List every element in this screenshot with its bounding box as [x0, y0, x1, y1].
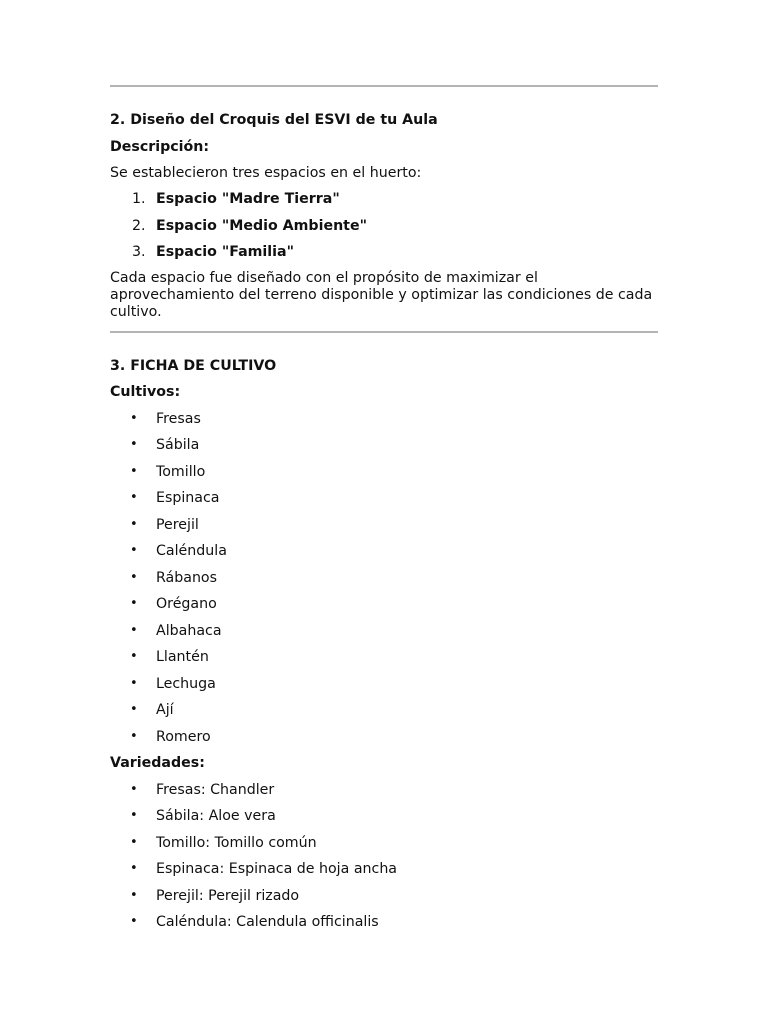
bullet-icon: •: [130, 729, 138, 744]
list-number: 1.: [132, 191, 146, 207]
horizontal-divider-top: [110, 85, 658, 87]
crop-name: Tomillo: [156, 464, 206, 480]
list-number: 3.: [132, 244, 146, 260]
list-number: 2.: [132, 218, 146, 234]
variety-text: Fresas: Chandler: [156, 782, 275, 798]
space-label: Espacio "Madre Tierra": [156, 191, 340, 207]
bullet-icon: •: [130, 490, 138, 505]
variety-text: Tomillo: Tomillo común: [156, 835, 317, 851]
crop-name: Espinaca: [156, 490, 220, 506]
bullet-icon: •: [130, 437, 138, 452]
bullet-icon: •: [130, 914, 138, 929]
crop-name: Llantén: [156, 649, 209, 665]
varieties-label: Variedades:: [110, 755, 205, 771]
variety-text: Caléndula: Calendula officinalis: [156, 914, 379, 930]
space-label: Espacio "Medio Ambiente": [156, 218, 367, 234]
bullet-icon: •: [130, 676, 138, 691]
bullet-icon: •: [130, 596, 138, 611]
bullet-icon: •: [130, 464, 138, 479]
crop-name: Romero: [156, 729, 211, 745]
crop-name: Perejil: [156, 517, 199, 533]
crop-name: Sábila: [156, 437, 200, 453]
crop-name: Rábanos: [156, 570, 218, 586]
crop-name: Orégano: [156, 596, 217, 612]
bullet-icon: •: [130, 888, 138, 903]
bullet-icon: •: [130, 623, 138, 638]
variety-text: Sábila: Aloe vera: [156, 808, 276, 824]
crops-label: Cultivos:: [110, 384, 181, 400]
bullet-icon: •: [130, 835, 138, 850]
bullet-icon: •: [130, 517, 138, 532]
section-3-heading: 3. FICHA DE CULTIVO: [110, 358, 277, 374]
spaces-closing-paragraph: Cada espacio fue diseñado con el propósito de maximizar el aprovechamiento del terreno disponible y optimizar las condiciones de cada cultivo.: [110, 270, 653, 320]
crop-name: Ají: [156, 702, 174, 718]
description-label: Descripción:: [110, 139, 210, 155]
horizontal-divider-middle: [110, 331, 658, 333]
bullet-icon: •: [130, 702, 138, 717]
bullet-icon: •: [130, 411, 138, 426]
bullet-icon: •: [130, 808, 138, 823]
section-2-heading: 2. Diseño del Croquis del ESVI de tu Aula: [110, 112, 438, 128]
spaces-intro: Se establecieron tres espacios en el huerto:: [110, 165, 422, 181]
bullet-icon: •: [130, 649, 138, 664]
crop-name: Caléndula: [156, 543, 227, 559]
crop-name: Albahaca: [156, 623, 222, 639]
bullet-icon: •: [130, 782, 138, 797]
bullet-icon: •: [130, 570, 138, 585]
space-label: Espacio "Familia": [156, 244, 294, 260]
crop-name: Lechuga: [156, 676, 216, 692]
crop-name: Fresas: [156, 411, 201, 427]
bullet-icon: •: [130, 861, 138, 876]
variety-text: Perejil: Perejil rizado: [156, 888, 300, 904]
bullet-icon: •: [130, 543, 138, 558]
variety-text: Espinaca: Espinaca de hoja ancha: [156, 861, 398, 877]
